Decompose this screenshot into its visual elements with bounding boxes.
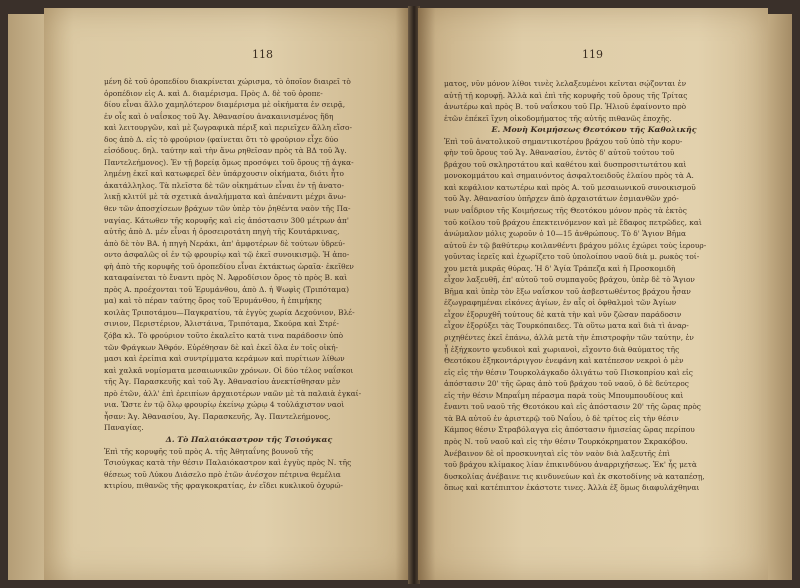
- left-page-number: 118: [252, 48, 273, 61]
- text-line: εἶχον λαξευθῆ, ἐπ' αὐτοῦ τοῦ συμπαγοῦς βράχου, ὑπὲρ δὲ τὸ Ἅγιον: [444, 275, 695, 285]
- text-line: ὅπως καὶ κατέπιπτον ἑκάστοτε τινες. Ἀλλὰ ἐξ ὅμως διαφυλάχθηναι: [444, 483, 700, 493]
- text-line: ριχηθέντες ἐκεῖ ἐπάνω, ἀλλὰ μετὰ τὴν ἐπιστροφὴν τῶν ταύτην, ἐν: [444, 333, 694, 343]
- text-line: τοῦ βράχου κλίμακος λίαν ἐπικινδύνου ἀναρριχήσεως. Ἐκ' ἧς μετὰ: [444, 460, 697, 470]
- right-page-number: 119: [582, 48, 603, 61]
- text-line: ἐν οἷς καὶ ὁ ναΐσκος τοῦ Ἁγ. Ἀθανασίου ἀνακαινισμένος ἤδη: [104, 111, 334, 121]
- text-line: νων ναΐδριον τῆς Κοιμήσεως τῆς Θεοτόκου μόνον πρὸς τὰ ἐκτὸς: [444, 206, 687, 216]
- text-line: Παντελεήμονος). Ἐν τῇ βορείᾳ ὅμως προσόψει τοῦ ὄρους τῇ ἀγκα-: [104, 157, 354, 167]
- text-line: αὐτῆς ἀπὸ Δ. μέν εἶναι ἡ ὀροσειροτάτη πηγὴ τῆς Κουτάρκινας,: [104, 227, 340, 237]
- text-line: εἰς εἰς τὴν θέσιν Τουρκολάγκαδο ὀλιγάτω τοῦ Πισκοπρίου καὶ εἰς: [444, 367, 693, 377]
- text-line: δυσκολίας ἀνέβαινε τις κινδυνεύων καὶ ἐκ σκοτοδίνης νὰ καταπέσῃ,: [444, 471, 705, 481]
- text-line: θεν τῶν ἀποσχίσεων βράχων τῶν ὑπὲρ τὸν ῥηθέντα ναὸν τῆς Πα-: [104, 204, 351, 214]
- text-line: ζόβα κλ. Τὸ φρούριον τοῦτο ἐκαλεῖτο κατὰ τινα παράδοσιν ὑπὸ: [104, 331, 344, 341]
- text-line: εἰς τὴν θέσιν Μπραΐμη πέρασμα παρὰ τοὺς Μπουμπουδίους καὶ: [444, 390, 684, 400]
- text-line: εἶχον ἐξορύξει τὰς Τουρκόπαιδες. Τὰ οὕτω ματα καὶ διὰ τὶ ἀναρ-: [444, 321, 689, 331]
- text-line: ἦσαν: Ἁγ. Ἀθανασίου, Ἁγ. Παρασκευῆς, Ἁγ. Παντελεήμονος,: [104, 411, 331, 421]
- text-line: μονοκομμάτου καὶ σημαινόντος ἀσφαλτοειδοῦς ἐλαίου πρὸς τὰ Α.: [444, 171, 694, 181]
- text-line: δίου εἶναι ἄλλο χαμηλότερον διαμέρισμα μὲ οἰκήματα ἐν σειρᾷ,: [104, 100, 346, 110]
- right-page-edge: [766, 14, 792, 580]
- text-line: καὶ χαλκᾶ νομίσματα μεσαιωνικῶν χρόνων. Οἱ δύο τέλος ναΐσκοι: [104, 365, 354, 375]
- text-line: τοῦ Ἁγ. Ἀθανασίου ὑπῆρχεν ἀπὸ ἀρχαιοτάτων ἐσμιανθῶν χρό-: [444, 194, 679, 204]
- section-heading: Δ. Τὸ Παλαιόκαστρον τῆς Τσιούγκας: [165, 434, 333, 444]
- text-line: καὶ κεφάλιον κατωτέρω καὶ πρὸς Α. τοῦ μεσαιωνικοῦ συνοικισμοῦ: [444, 182, 696, 192]
- text-line: βράχου τοῦ σκληροτάτου καὶ καθέτου καὶ δυσπροσιτωτάτου καὶ: [444, 159, 687, 169]
- text-line: ἔναντι τοῦ ναοῦ τῆς Θεοτόκου καὶ εἰς ἀπόστασιν 20' τῆς ὥρας πρὸς: [444, 402, 701, 412]
- right-page: [418, 8, 768, 580]
- text-line: πρὸ ἐτῶν, ἀλλ' ἐπὶ ἐρειπίων ἀρχαιοτέρων ναῶν μὲ τὰ παλαιὰ ἐγκαί-: [104, 388, 362, 398]
- text-line: ἐτῶν ἐπέκεῖ ἴχνη οἰκοδομήματος τῆς αὐτῆς πιθανῶς ἐποχῆς.: [444, 113, 672, 123]
- text-line: σινιον, Περιστέριον, Ἁλιστάινα, Τριπόταμα, Σκούρα καὶ Στρέ-: [104, 319, 339, 329]
- right-page-text: [444, 78, 744, 494]
- text-line: Τσιούγκας κατὰ τὴν θέσιν Παλαιόκαστρον καὶ ἐγγὺς πρὸς Ν. τῆς: [104, 458, 352, 468]
- text-line: κοιλὰς Τριποτάμου—Παγκρατίου, τὰ ἐγγὺς χωρία Δεχούνιον, Βλέ-: [104, 307, 355, 317]
- text-line: Παναγίας.: [104, 423, 144, 433]
- text-line: ἀπόστασιν 20' τῆς ὥρας ἀπὸ τοῦ βράχου τοῦ ναοῦ, ὁ δὲ δεύτερος: [444, 379, 689, 389]
- text-line: Βῆμα καὶ ὑπὲρ τὸν ἔξω ναΐσκον τοῦ ἀσβεστωθέντος βράχου ἦσαν: [444, 286, 691, 296]
- text-line: Θεοτόκου ἐξηκοντάριγγον ἐνεφάνη καὶ κατέπεσον νεκροὶ ὁ μὲν: [444, 356, 684, 366]
- text-line: καὶ λειτουργῶν, καὶ μὲ ζωγραφικὰ πέριξ καὶ περιεῖχεν ἄλλη εἴσο-: [104, 123, 352, 133]
- text-line: Ἐπὶ τῆς κορυφῆς τοῦ πρὸς Α. τῆς Ἀθηταΐνης βουνοῦ τῆς: [104, 446, 314, 456]
- text-line: πρὸς Α. προέχονται τοῦ Ἐρυμάνθου, ἀπὸ Δ. ἡ Ψωφὶς (Τριπόταμα): [104, 284, 349, 294]
- text-line: φὴν τοῦ ὄρους τοῦ Ἁγ. Ἀθανασίου, ἐντὸς δ' αὐτοῦ τούτου τοῦ: [444, 148, 675, 158]
- text-line: Κάμπος θέσιν Στραβόλαγγα εἰς ἀπόστασιν ἡμισείας ὥρας περίπου: [444, 425, 695, 435]
- text-line: ᾗ ἐξήχκοντο ψευδικοὶ καὶ χωριανοὶ, εἴχοντο διὰ θαύματος τῆς: [444, 344, 680, 354]
- text-line: ὀροπέδιον εἰς Α. καὶ Δ. διαμέρισμα. Πρὸς Δ. δὲ τοῦ ὀροπε-: [104, 88, 323, 98]
- text-line: χου μετὰ μικρᾶς θύρας. Ἡ δ' Ἁγία Τράπεζα καὶ ἡ Προσκομιδὴ: [444, 263, 676, 273]
- text-line: τῶν Φράγκων Ἀθφόν. Εὑρέθησαν δὲ καὶ ἐκεῖ ὅλα ἐν τοῖς οἰκή-: [104, 342, 339, 352]
- text-line: ἐζωγραφημέναι εἰκόνες ἁγίων, ἐν αἷς οἱ ὀφθαλμοὶ τῶν Ἁγίων: [444, 298, 677, 308]
- text-line: τῆς Ἁγ. Παρασκευῆς καὶ τοῦ Ἁγ. Ἀθανασίου ἀνεκτίσθησαν μὲν: [104, 377, 341, 387]
- text-line: λικῇ κλιτύϊ μὲ τὰ σχετικὰ ἀναλήμματα καὶ ἀπέναντι μέχρι ἄνω-: [104, 192, 347, 202]
- text-line: ναγίας. Κάτωθεν τῆς κορυφῆς καὶ εἰς ἀπόστασιν 300 μέτρων ἀπ': [104, 215, 349, 225]
- text-line: ἀνωτέρω καὶ πρὸς Β. τοῦ ναΐσκου τοῦ Πρ. Ἠλιοῦ ἐφαίνοντο πρὸ: [444, 102, 687, 112]
- text-line: κτιρίου, πιθανῶς τῆς φραγκοκρατίας, ἐν εἴδει κυκλικοῦ ὀχυρώ-: [104, 481, 344, 491]
- text-line: ματος, νῦν μόνον λίθοι τινὲς λελαξευμένοι κεῖνται σῴζονται ἐν: [444, 79, 687, 88]
- text-line: τὰ ΒΑ αὐτοῦ ἐν ἀριστερῷ τοῦ Ναΐου, ὁ δὲ τρίτος εἰς τὴν θέσιν: [444, 413, 679, 423]
- text-line: αὐτοῦ ἐν τῷ βαθύτερῳ κοιλανθέντι βράχου μόλις ἐχώρει τοὺς ἱερουρ-: [444, 240, 707, 250]
- text-line: οντο ἀσφαλῶς οἱ ἐν τῷ φρουρίῳ καὶ τῷ ἐκεῖ συνοικισμῷ. Ἡ ἀπο-: [104, 250, 350, 260]
- left-page: [44, 8, 410, 580]
- text-line: Ἐπὶ τοῦ ἀνατολικοῦ σημαντικοτέρου βράχου τοῦ ὑπὸ τὴν κορυ-: [444, 136, 683, 146]
- text-line: αὐτῇ τῇ κορυφῇ. Ἀλλὰ καὶ ἐπὶ τῆς κορυφῆς τοῦ ὄρους τῆς Τρίτας: [444, 90, 688, 100]
- left-page-text: [104, 76, 394, 492]
- text-line: ἀνώμαλον μόλις χωροῦν ὁ 10—15 ἀνθρώπους. Τὸ δ' Ἅγιον Βῆμα: [444, 229, 686, 239]
- text-line: μασι καὶ ἐρείπια καὶ συντρίμματα κεράμων καὶ πυρίτιων λίθων: [104, 354, 345, 364]
- text-line: ἀκατάλληλος. Τὰ πλεῖστα δὲ τῶν οἰκημάτων εἶναι ἐν τῇ ἀνατο-: [104, 180, 344, 190]
- text-line: τοῦ κοίλου τοῦ βράχου ἐπεκτεινόμενον καὶ μὲ ἔδαφος πετρῶδες, καὶ: [444, 217, 702, 227]
- text-line: καταφαίνεται τὸ ἔναντι πρὸς Ν. Ἀφροδίσιον ὄρος τὸ πρὸς Β. καὶ: [104, 273, 348, 283]
- text-line: δος ἀπὸ Δ. εἰς τὸ φρούριον (φαίνεται ὅτι τὸ φρούριον εἶχε δύο: [104, 134, 339, 144]
- text-line: ἀπὸ δὲ τὸν ΒΑ. ἡ πηγὴ Νεράκι, ἀπ' ἀμφοτέρων δὲ τούτων ὑδρεύ-: [104, 238, 346, 248]
- text-line: νια. Ὥστε ἐν τῷ ὅλῳ φρουρίῳ ἐκείνῳ χώρῳ 4 τοὐλάχιστον ναοὶ: [104, 400, 345, 410]
- text-line: φὴ ἀπὸ τῆς κορυφῆς τοῦ ὀροπεδίου εἶναι ἐκτάκτως ὡραῖα· ἐκεῖθεν: [104, 261, 354, 271]
- text-line: λημένῃ ἐκεῖ καὶ κατωφερεῖ δὲν ὑπάρχουσιν οἰκήματα, διότι ἦτο: [104, 169, 344, 179]
- text-line: Ἀνέβαινον δὲ οἱ προσκυνηταὶ εἰς τὸν ναὸν διὰ λαξευτῆς ἐπὶ: [444, 448, 670, 458]
- text-line: θέσεως τοῦ Λύκου Διάσελο πρὸ ἐτῶν ἀνέσχον πέτρινα θεμέλια: [104, 469, 341, 479]
- text-line: μα) καὶ τὸ πέραν ταύτης ὄρος τοῦ Ἐρυμάνθου, ἡ ἐπιμήκης: [104, 296, 322, 306]
- text-line: εἰσόδους. δηλ. ταύτην καὶ τὴν ἄνω ρηθεῖσαν πρὸς τὰ ΒΔ τοῦ Ἁγ.: [104, 146, 347, 156]
- text-line: πρὸς Ν. τοῦ ναοῦ καὶ εἰς τὴν θέσιν Τουρκόκρηματον Σκρακόβου.: [444, 436, 688, 446]
- text-line: μένη δὲ τοῦ ὀροπεδίου διακρίνεται χώρισμα, τὸ ὁποῖον διαιρεῖ τὸ: [104, 77, 351, 86]
- text-line: εἶχον ἐξορυχθῆ τούτους δὲ κατὰ τὴν καὶ νῦν ζῶσαν παράδοσιν: [444, 309, 682, 319]
- section-heading: Ε. Μονὴ Κοιμήσεως Θεοτόκου τῆς Καθολικῆς: [491, 125, 697, 135]
- text-line: γοῦντας ἱερεῖς καὶ ἐχωρίζετο τοῦ ὑπολοίπου ναοῦ διὰ μ. ρωκὸς τοί-: [444, 252, 700, 262]
